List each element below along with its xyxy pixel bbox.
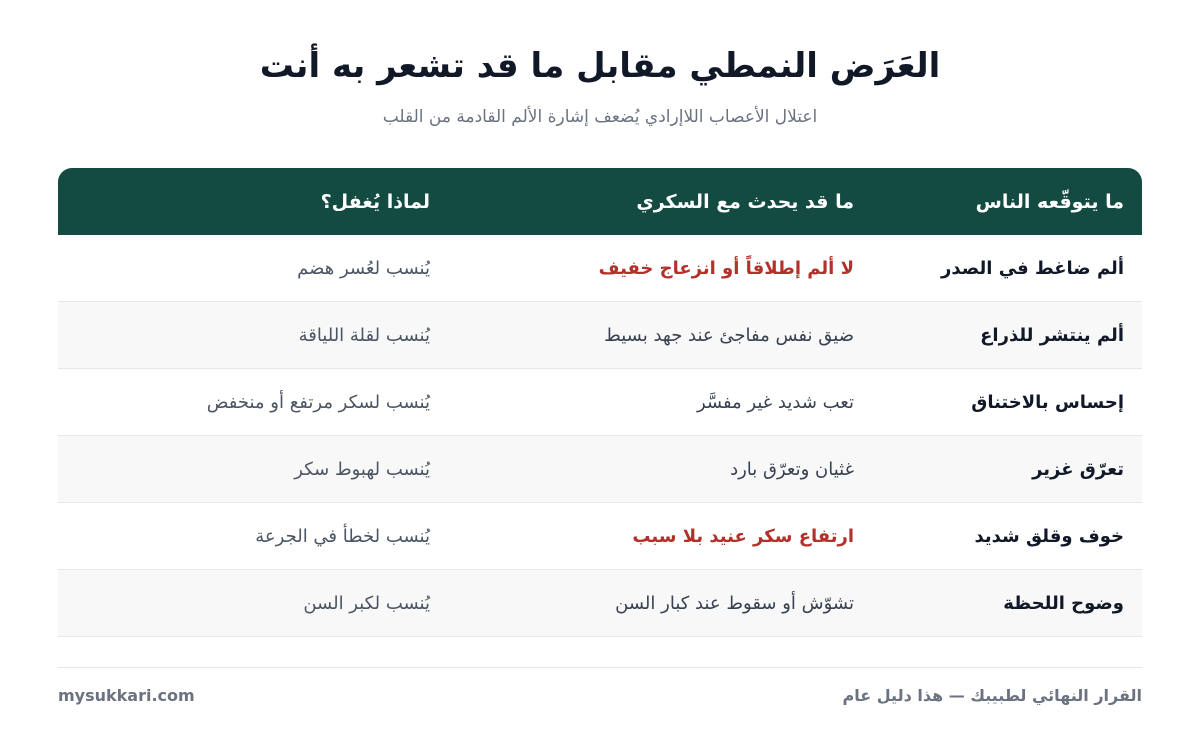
- column-header-why: لماذا يُغفل؟: [320, 190, 430, 213]
- cell-why: يُنسب لسكر مرتفع أو منخفض: [206, 391, 430, 413]
- cell-expected: إحساس بالاختناق: [971, 391, 1124, 413]
- cell-actual: تعب شديد غير مفسَّر: [696, 391, 854, 413]
- page: [58, 0, 1142, 738]
- table-row: [58, 235, 1142, 302]
- page-title: العَرَض النمطي مقابل ما قد تشعر به أنت: [259, 46, 941, 86]
- cell-actual-highlight: ارتفاع سكر عنيد بلا سبب: [632, 525, 854, 547]
- cell-why: يُنسب لقلة اللياقة: [298, 324, 430, 346]
- cell-why: يُنسب لهبوط سكر: [294, 458, 430, 480]
- table-header: [58, 168, 1142, 235]
- column-header-actual: ما قد يحدث مع السكري: [636, 190, 854, 213]
- disclaimer-note: القرار النهائي لطبيبك — هذا دليل عام: [842, 686, 1142, 705]
- cell-actual: تشوّش أو سقوط عند كبار السن: [615, 592, 854, 614]
- cell-expected: تعرّق غزير: [1032, 458, 1124, 480]
- cell-actual: غثيان وتعرّق بارد: [730, 458, 854, 480]
- page-subtitle: اعتلال الأعصاب اللاإرادي يُضعف إشارة الألم القادمة من القلب: [382, 107, 818, 127]
- cell-why: يُنسب لكبر السن: [303, 592, 430, 614]
- table-row: [58, 369, 1142, 436]
- cell-expected: خوف وقلق شديد: [974, 525, 1124, 547]
- cell-expected: ألم ضاغط في الصدر: [941, 257, 1124, 279]
- brand-link[interactable]: mysukkari.com: [58, 686, 195, 705]
- cell-expected: وضوح اللحظة: [1003, 592, 1124, 614]
- cell-why: يُنسب لعُسر هضم: [297, 257, 430, 279]
- table-row: [58, 302, 1142, 369]
- footer: [58, 667, 1142, 738]
- column-header-expected: ما يتوقّعه الناس: [975, 190, 1124, 213]
- cell-expected: ألم ينتشر للذراع: [980, 324, 1124, 346]
- table-row: [58, 503, 1142, 570]
- cell-actual: ضيق نفس مفاجئ عند جهد بسيط: [604, 324, 854, 346]
- cell-why: يُنسب لخطأ في الجرعة: [255, 525, 430, 547]
- table-row: [58, 570, 1142, 637]
- table-row: [58, 436, 1142, 503]
- comparison-table: [58, 168, 1142, 637]
- cell-actual-highlight: لا ألم إطلاقاً أو انزعاج خفيف: [598, 257, 854, 279]
